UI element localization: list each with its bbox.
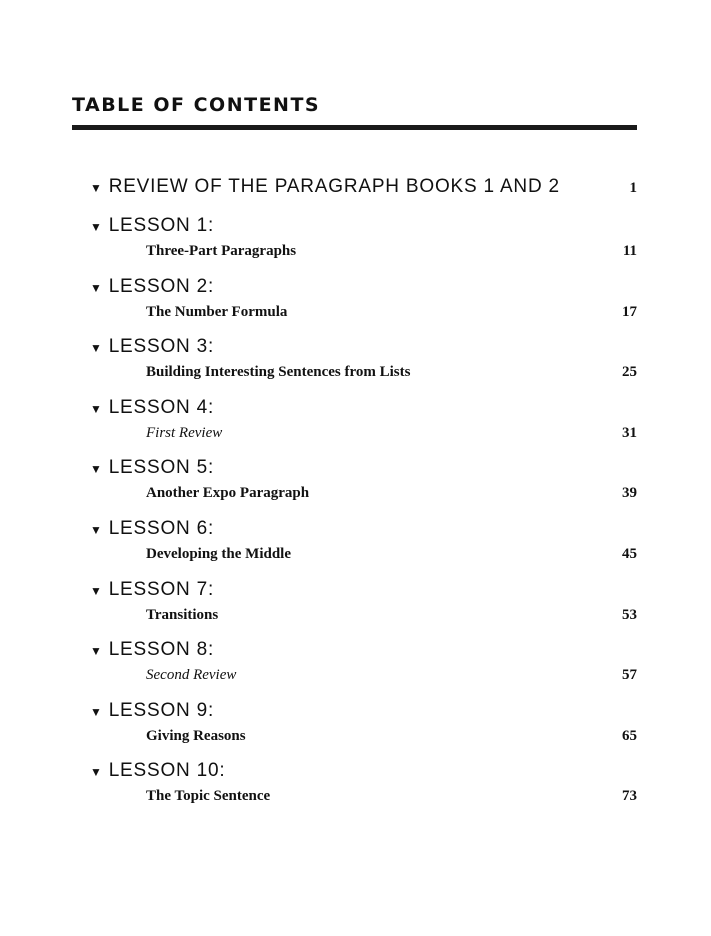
toc-entry-review[interactable] [90, 176, 637, 198]
page-number: 17 [622, 303, 637, 320]
lesson-label: LESSON 5: [108, 457, 215, 479]
page-number: 53 [622, 606, 637, 623]
triangle-bullet-icon: ▼ [90, 765, 103, 780]
lesson-subtitle: Transitions [146, 606, 219, 623]
triangle-bullet-icon: ▼ [90, 583, 103, 598]
toc-entry-lesson-10[interactable] [90, 760, 637, 805]
title-rule [72, 125, 637, 130]
lesson-subtitle: Three-Part Paragraphs [146, 243, 297, 259]
lesson-label: LESSON 9: [108, 699, 215, 721]
toc-entry-lesson-9[interactable] [90, 700, 637, 745]
page-number: 45 [622, 546, 637, 562]
page-title: TABLE OF CONTENTS [72, 94, 321, 116]
triangle-bullet-icon: ▼ [90, 181, 103, 195]
lesson-label: LESSON 7: [108, 578, 215, 600]
page-number: 57 [622, 667, 637, 684]
toc-entry-lesson-7[interactable] [90, 579, 637, 624]
lesson-subtitle: The Number Formula [146, 303, 288, 320]
page-number: 73 [622, 788, 637, 805]
page-number: 39 [622, 485, 637, 502]
toc-entry-lesson-2[interactable] [90, 276, 637, 321]
lesson-subtitle: Second Review [146, 667, 237, 684]
triangle-bullet-icon: ▼ [90, 523, 103, 537]
lesson-label: LESSON 8: [108, 639, 215, 661]
lesson-label: LESSON 1: [108, 215, 215, 236]
entry-label: REVIEW OF THE PARAGRAPH BOOKS 1 AND 2 [108, 176, 560, 197]
lesson-subtitle: First Review [146, 424, 223, 441]
toc-entry-lesson-5[interactable] [90, 457, 637, 502]
triangle-bullet-icon: ▼ [90, 280, 103, 295]
page-number: 1 [629, 180, 637, 196]
page-number: 31 [622, 424, 637, 441]
lesson-subtitle: Building Interesting Sentences from Lists [146, 364, 411, 381]
lesson-label: LESSON 10: [108, 760, 226, 782]
triangle-bullet-icon: ▼ [90, 341, 103, 356]
toc-entry-lesson-6[interactable] [90, 518, 637, 563]
lesson-label: LESSON 3: [108, 336, 215, 358]
toc-entry-lesson-8[interactable] [90, 639, 637, 684]
triangle-bullet-icon: ▼ [90, 644, 103, 659]
toc-entry-lesson-1[interactable] [90, 215, 637, 260]
page-number: 25 [622, 364, 637, 381]
page-number: 65 [622, 727, 637, 744]
triangle-bullet-icon: ▼ [90, 220, 103, 234]
triangle-bullet-icon: ▼ [90, 462, 103, 477]
lesson-subtitle: Giving Reasons [146, 727, 246, 744]
toc-entry-lesson-3[interactable] [90, 336, 637, 381]
lesson-label: LESSON 4: [108, 396, 215, 418]
lesson-subtitle: Another Expo Paragraph [146, 485, 310, 502]
triangle-bullet-icon: ▼ [90, 704, 103, 719]
triangle-bullet-icon: ▼ [90, 401, 103, 416]
toc-entry-lesson-4[interactable] [90, 397, 637, 442]
lesson-subtitle: Developing the Middle [146, 546, 291, 562]
page-number: 11 [622, 243, 637, 259]
lesson-label: LESSON 2: [108, 275, 215, 297]
lesson-label: LESSON 6: [108, 518, 215, 539]
lesson-subtitle: The Topic Sentence [146, 788, 271, 805]
